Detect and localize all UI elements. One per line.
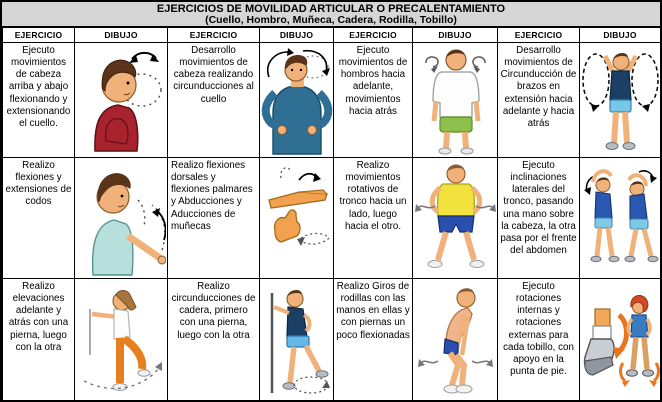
exercise-description: Realizo movimientos rotativos de tronco hacia un lado, luego hacia el otro.: [334, 158, 413, 279]
table-title-bar: [2, 2, 660, 27]
table-row: [3, 43, 661, 158]
exercise-drawing-cell: [580, 43, 661, 158]
table-row: [3, 279, 661, 401]
exercise-drawing-cell: [75, 279, 168, 401]
arm-circumduction-drawing: [581, 45, 660, 155]
exercise-description: Realizo flexiones dorsales y flexiones palmares y Abducciones y Aducciones de muñecas: [168, 158, 260, 279]
neck-flexion-drawing: [76, 45, 166, 155]
table-row: [3, 158, 661, 279]
column-header-ejercicio-4: EJERCICIO: [498, 28, 580, 43]
column-header-ejercicio-3: EJERCICIO: [334, 28, 413, 43]
exercise-drawing-cell: [260, 279, 334, 401]
elbow-flexion-drawing: [76, 160, 166, 276]
exercise-description: Ejecuto inclinaciones laterales del tronco, pasando una mano sobre la cabeza, la otra pasa por el frente del abdomen: [498, 158, 580, 279]
exercise-description: Desarrollo movimientos de cabeza realizando circunducciones al cuello: [168, 43, 260, 158]
exercise-drawing-cell: [75, 158, 168, 279]
hip-circumduction-drawing: [261, 281, 333, 399]
neck-circumduction-drawing: [261, 45, 333, 155]
ankle-rotation-drawing: [581, 281, 660, 399]
exercise-drawing-cell: [75, 43, 168, 158]
exercise-drawing-cell: [413, 158, 498, 279]
exercise-description: Realizo circunducciones de cadera, primero con una pierna, luego con la otra: [168, 279, 260, 401]
column-header-dibujo-1: DIBUJO: [75, 28, 168, 43]
knee-circles-drawing: [414, 281, 497, 399]
table-subtitle: (Cuello, Hombro, Muñeca, Cadera, Rodilla, Tobillo): [205, 14, 457, 26]
lateral-trunk-bend-drawing: [581, 160, 660, 276]
exercise-description: Ejecuto movimientos de hombros hacia adelante, movimientos hacia atrás: [334, 43, 413, 158]
exercise-drawing-cell: [413, 43, 498, 158]
exercise-description: Realizo elevaciones adelante y atrás con una pierna, luego con la otra: [3, 279, 75, 401]
exercise-description: Desarrollo movimientos de Circunducción de brazos en extensión hacia adelante y hacia atrás: [498, 43, 580, 158]
leg-swings-drawing: [76, 281, 166, 399]
exercise-drawing-cell: [580, 158, 661, 279]
exercise-drawing-cell: [413, 279, 498, 401]
exercise-table: [2, 27, 661, 401]
exercise-drawing-cell: [260, 158, 334, 279]
shoulder-rolls-drawing: [414, 45, 497, 155]
exercise-description: Ejecuto rotaciones internas y rotaciones externas para cada tobillo, con apoyo en la punta de pie.: [498, 279, 580, 401]
wrist-movements-drawing: [261, 160, 333, 276]
exercise-description: Ejecuto movimientos de cabeza arriba y abajo flexionando y extensionando el cuello.: [3, 43, 75, 158]
table-title: EJERCICIOS DE MOVILIDAD ARTICULAR O PRECALENTAMIENTO: [156, 3, 506, 15]
column-header-dibujo-4: DIBUJO: [580, 28, 661, 43]
column-header-dibujo-3: DIBUJO: [413, 28, 498, 43]
column-header-ejercicio-2: EJERCICIO: [168, 28, 260, 43]
trunk-rotation-drawing: [414, 160, 497, 276]
header-row: [3, 28, 661, 43]
exercise-description: Realizo Giros de rodillas con las manos en ellas y con piernas un poco flexionadas: [334, 279, 413, 401]
exercise-drawing-cell: [580, 279, 661, 401]
column-header-ejercicio-1: EJERCICIO: [3, 28, 75, 43]
exercise-description: Realizo flexiones y extensiones de codos: [3, 158, 75, 279]
exercise-drawing-cell: [260, 43, 334, 158]
column-header-dibujo-2: DIBUJO: [260, 28, 334, 43]
